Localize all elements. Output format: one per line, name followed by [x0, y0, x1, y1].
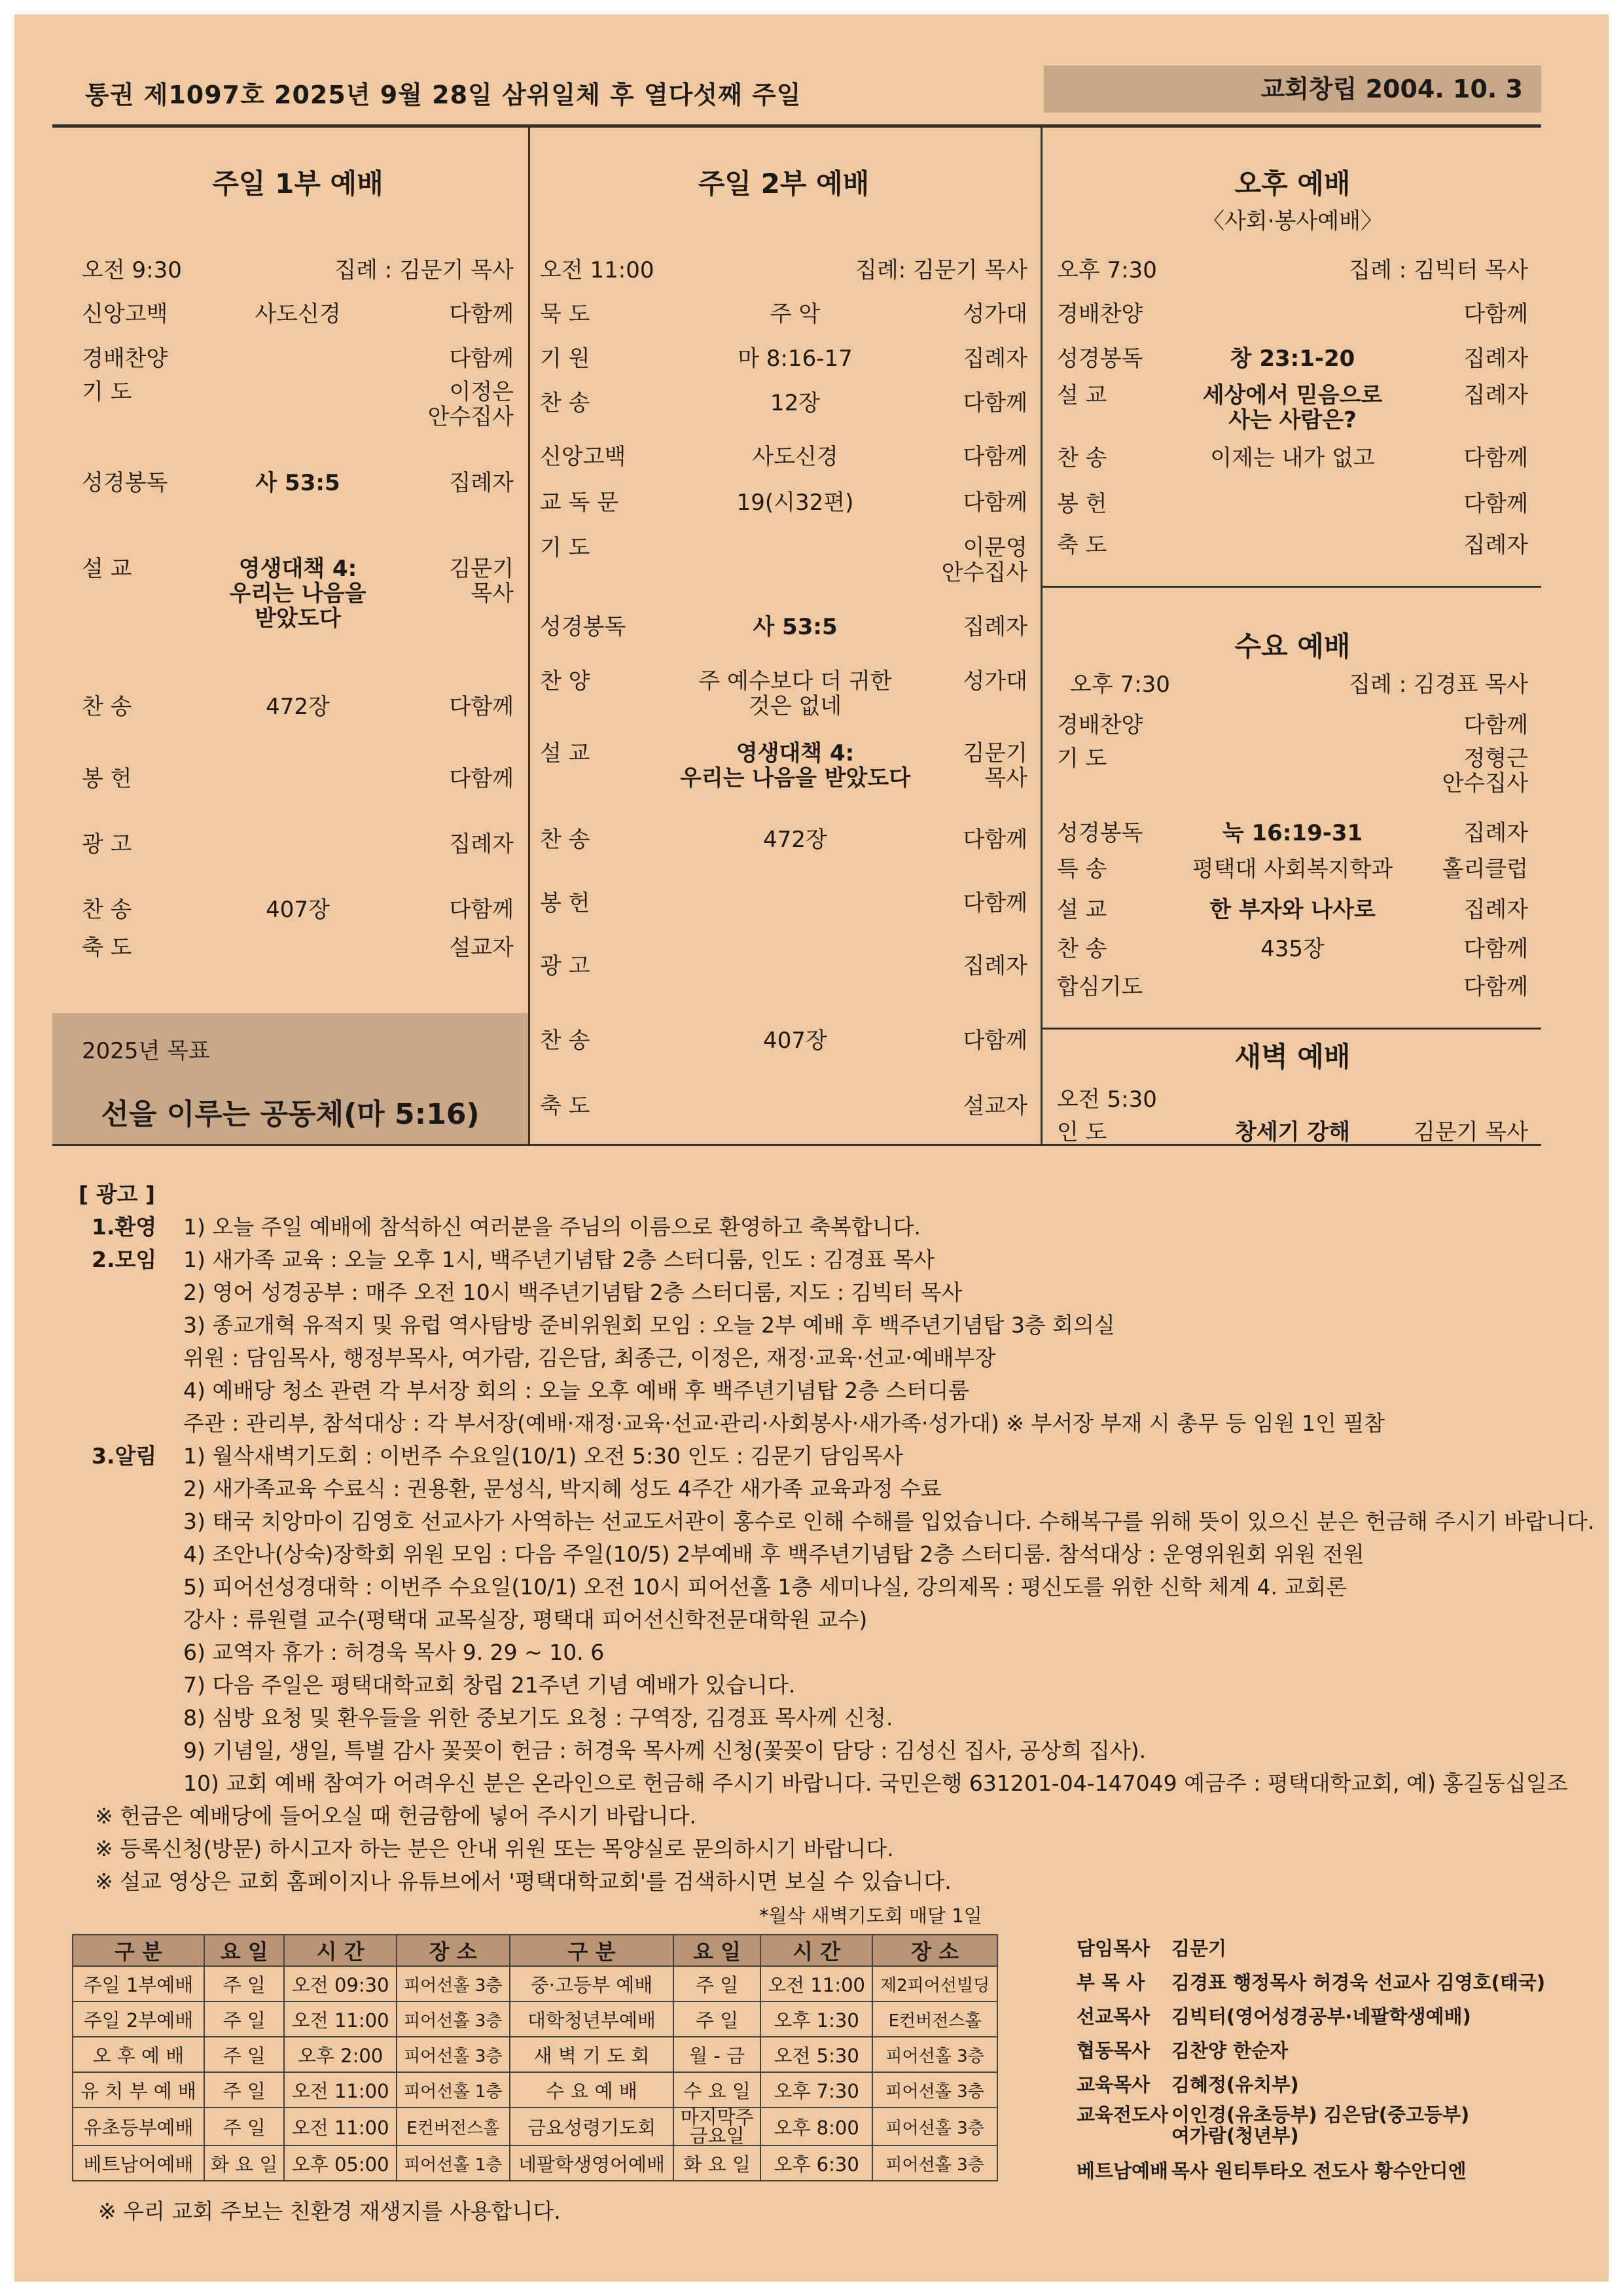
staff-role: 베트남예배	[1077, 2160, 1169, 2182]
monthly-note: *월삭 새벽기도회 매달 1일	[759, 1905, 982, 1927]
program-row	[1057, 969, 1528, 1008]
program-content: 407장	[266, 897, 330, 923]
announcement-line	[79, 1244, 1551, 1276]
schedule-cell: 피어선홀 1층	[397, 2072, 510, 2108]
program-content: 한 부자와 나사로	[1209, 897, 1376, 923]
announcement-text: 4) 조안나(상숙)장학회 위원 모임 : 다음 주일(10/5) 2부예배 후 백주년기념탑 2층 스터디룸. 참석대상 : 운영위원회 위원 전원	[183, 1541, 1364, 1567]
staff-names: 김경표 행정목사 허경욱 선교사 김영호(태국)	[1171, 1971, 1546, 1994]
dawn-title: 새벽 예배	[1234, 1041, 1351, 1073]
schedule-cell: 오전 11:00	[760, 1966, 872, 2001]
schedule-cell: 오후 05:00	[284, 2145, 396, 2181]
schedule-cell: 화 요 일	[673, 2145, 760, 2181]
founding-date: 교회창립 2004. 10. 3	[1044, 65, 1541, 113]
program-row	[82, 556, 514, 632]
program-leader: 성가대	[963, 301, 1027, 327]
announcement-text: 1) 새가족 교육 : 오늘 오후 1시, 백주년기념탑 2층 스터디룸, 인도 : 김경표 목사	[183, 1247, 935, 1272]
program-item: 찬 송	[82, 694, 132, 720]
staff-names: 이인경(유초등부) 김은담(중고등부) 여가람(청년부)	[1171, 2104, 1470, 2147]
recycled-paper-note: ※ 우리 교회 주보는 친환경 재생지를 사용합니다.	[98, 2198, 561, 2224]
program-leader: 집례자	[963, 614, 1027, 640]
service-leader: 집례 : 김문기 목사	[334, 257, 514, 283]
program-item: 찬 송	[1057, 936, 1107, 962]
staff-names: 목사 원티투타오 전도사 황수안디엔	[1171, 2160, 1467, 2182]
schedule-cell: E컨버전스홀	[872, 2001, 997, 2037]
program-leader: 집례자	[1463, 532, 1528, 558]
program-item: 교 독 문	[540, 490, 619, 516]
program-item: 성경봉독	[1057, 346, 1143, 372]
announcement-text: 2) 새가족교육 수료식 : 권용환, 문성식, 박지혜 성도 4주간 새가족 교육과정 수료	[183, 1476, 942, 1501]
program-item: 묵 도	[540, 301, 590, 327]
program-item: 인 도	[1057, 1119, 1107, 1145]
announcement-note: ※ 헌금은 예배당에 들어오실 때 헌금함에 넣어 주시기 바랍니다.	[95, 1803, 697, 1829]
header-rule	[52, 124, 1541, 128]
schedule-cell: 오전 5:30	[760, 2037, 872, 2072]
program-content: 창세기 강해	[1234, 1119, 1351, 1145]
program-row	[540, 885, 1027, 924]
staff-role: 교육목사	[1077, 2073, 1150, 2096]
program-row	[1057, 382, 1528, 433]
schedule-row	[73, 2072, 997, 2108]
program-item: 봉 헌	[1057, 491, 1107, 517]
program-row	[82, 340, 514, 380]
program-item: 찬 양	[540, 668, 590, 694]
schedule-row	[73, 2037, 997, 2072]
program-row	[1057, 851, 1528, 890]
program-item: 기 도	[540, 535, 590, 561]
schedule-cell: 주 일	[204, 2037, 285, 2072]
announcement-text: 주관 : 관리부, 참석대상 : 각 부서장(예배·재정·교육·선교·관리·사회봉사·새가족·성가대) ※ 부서장 부재 시 총무 등 임원 1인 필참	[183, 1410, 1385, 1436]
program-row	[540, 535, 1027, 586]
schedule-cell: 피어선홀 3층	[872, 2145, 997, 2181]
program-row	[82, 891, 514, 931]
staff-row	[1077, 1968, 1548, 2002]
announcement-text: 5) 피어선성경대학 : 이번주 수요일(10/1) 오전 10시 피어선홀 1층 세미나실, 강의제목 : 평신도를 위한 신학 체계 4. 교회론	[183, 1574, 1347, 1600]
program-leader: 다함께	[963, 890, 1027, 916]
announcement-text: 6) 교역자 휴가 : 허경욱 목사 9. 29 ~ 10. 6	[183, 1640, 605, 1665]
program-row	[540, 385, 1027, 424]
announcement-line	[79, 1604, 1551, 1636]
program-row	[1057, 440, 1528, 479]
program-content: 마 8:16-17	[738, 346, 853, 372]
staff-row	[1077, 2002, 1548, 2036]
program-item: 경배찬양	[82, 346, 168, 372]
program-item: 기 도	[82, 379, 132, 405]
program-row	[82, 761, 514, 800]
schedule-header: 요 일	[673, 1935, 760, 1966]
service-time: 오전 9:30	[82, 257, 182, 283]
staff-role: 협동목사	[1077, 2039, 1150, 2062]
program-row	[540, 439, 1027, 478]
program-item: 찬 송	[540, 827, 590, 853]
col-divider-1	[528, 128, 530, 1144]
service-time: 오후 7:30	[1057, 257, 1157, 283]
program-content: 이제는 내가 없고	[1210, 445, 1375, 471]
program-row	[1057, 745, 1528, 797]
announcement-category: 3.알림	[92, 1443, 157, 1469]
program-row	[540, 821, 1027, 861]
announcement-text: 1) 오늘 주일 예배에 참석하신 여러분을 주님의 이름으로 환영하고 축복합니다.	[183, 1214, 921, 1240]
announcement-category: 2.모임	[92, 1247, 157, 1272]
announcement-text: 강사 : 류원렬 교수(평택대 교목실장, 평택대 피어선신학전문대학원 교수)	[183, 1607, 868, 1632]
program-item: 특 송	[1057, 856, 1107, 882]
program-item: 축 도	[540, 1093, 590, 1119]
schedule-cell: 오후 2:00	[284, 2037, 396, 2072]
announcement-line	[79, 1342, 1551, 1374]
program-leader: 김문기 목사	[963, 740, 1027, 791]
program-item: 봉 헌	[540, 890, 590, 916]
program-leader: 다함께	[1463, 301, 1528, 327]
program-row	[82, 929, 514, 969]
announcement-text: 8) 심방 요청 및 환우들을 위한 중보기도 요청 : 구역장, 김경표 목사께 신청.	[183, 1705, 893, 1731]
program-item: 경배찬양	[1057, 712, 1143, 738]
schedule-cell: 오전 09:30	[284, 1966, 396, 2001]
program-item: 경배찬양	[1057, 301, 1143, 327]
schedule-cell: 오 후 예 배	[73, 2037, 204, 2072]
program-row	[540, 609, 1027, 648]
program-leader: 다함께	[963, 827, 1027, 853]
staff-row	[1077, 2070, 1548, 2104]
dawn-time: 오전 5:30	[1057, 1086, 1157, 1113]
program-leader: 다함께	[449, 766, 514, 792]
schedule-cell: 오후 7:30	[760, 2072, 872, 2108]
program-item: 광 고	[540, 953, 590, 979]
announcement-line	[79, 1276, 1551, 1309]
program-row	[1057, 891, 1528, 931]
announcements-heading: [ 광고 ]	[79, 1181, 155, 1207]
schedule-cell: 피어선홀 1층	[397, 2145, 510, 2181]
schedule-cell: 오후 6:30	[760, 2145, 872, 2181]
staff-names: 김빅터(영어성경공부·네팔학생예배)	[1171, 2005, 1471, 2028]
schedule-cell: 피어선홀 3층	[872, 2072, 997, 2108]
schedule-header: 장 소	[872, 1935, 997, 1966]
program-item: 기 도	[1057, 745, 1107, 772]
schedule-cell: 피어선홀 3층	[397, 1966, 510, 2001]
program-content: 영생대책 4: 우리는 나음을 받았도다	[679, 740, 911, 791]
program-row	[82, 465, 514, 504]
schedule-cell: 피어선홀 3층	[872, 2108, 997, 2145]
program-item: 신앙고백	[82, 301, 168, 327]
col3-rule-1	[1042, 586, 1541, 588]
schedule-header: 장 소	[397, 1935, 510, 1966]
schedule-cell: 주 일	[673, 2001, 760, 2037]
program-row	[540, 1088, 1027, 1127]
schedule-header: 요 일	[204, 1935, 285, 1966]
announcement-line	[79, 1767, 1568, 1800]
announcement-line	[79, 1505, 1595, 1538]
program-leader: 다함께	[963, 490, 1027, 516]
program-item: 축 도	[82, 935, 132, 961]
schedule-header: 시 간	[760, 1935, 872, 1966]
program-leader: 다함께	[1463, 936, 1528, 962]
announcement-line	[79, 1211, 1551, 1244]
program-row	[540, 740, 1027, 791]
announcement-text: 1) 월삭새벽기도회 : 이번주 수요일(10/1) 오전 5:30 인도 : 김문기 담임목사	[183, 1443, 904, 1469]
schedule-cell: 중·고등부 예배	[510, 1966, 674, 2001]
announcement-line	[79, 1374, 1551, 1407]
schedule-cell: 오후 8:00	[760, 2108, 872, 2145]
service-title: 주일 2부 예배	[698, 168, 870, 200]
program-leader: 김문기 목사	[1413, 1119, 1528, 1145]
program-row	[540, 668, 1027, 719]
announcement-category: 1.환영	[92, 1214, 157, 1240]
schedule-cell: 금요성령기도회	[510, 2108, 674, 2145]
announcement-line	[79, 1669, 1551, 1702]
schedule-row	[73, 2108, 997, 2145]
announcement-line	[79, 1636, 1551, 1669]
program-leader: 이문영 안수집사	[941, 535, 1027, 586]
announcement-text: 9) 기념일, 생일, 특별 감사 꽃꽂이 헌금 : 허경욱 목사께 신청(꽃꽂이 담당 : 김성신 집사, 공상희 집사).	[183, 1738, 1147, 1763]
staff-role: 선교목사	[1077, 2005, 1150, 2028]
announcement-line	[79, 1702, 1551, 1734]
announcement-line	[79, 1440, 1551, 1473]
program-leader: 다함께	[1463, 712, 1528, 738]
program-item: 성경봉독	[540, 614, 626, 640]
program-leader: 김문기 목사	[449, 556, 514, 607]
announcement-line	[79, 1473, 1551, 1505]
issue-info: 통권 제1097호 2025년 9월 28일 삼위일체 후 열다섯째 주일	[85, 81, 802, 109]
schedule-header: 구 분	[510, 1935, 674, 1966]
schedule-cell: 오전 11:00	[284, 2108, 396, 2145]
program-leader: 집례자	[1463, 346, 1528, 372]
program-leader: 다함께	[963, 390, 1027, 416]
staff-role: 담임목사	[1077, 1937, 1150, 1960]
announcement-text: 10) 교회 예배 참여가 어려우신 분은 온라인으로 헌금해 주시기 바랍니다. 국민은행 631201-04-147049 예금주 : 평택대학교회, 예) 홍길동십일조	[183, 1770, 1568, 1796]
program-row	[540, 1022, 1027, 1062]
schedule-cell: 네팔학생영어예배	[510, 2145, 674, 2181]
program-leader: 집례자	[1463, 897, 1528, 923]
program-item: 찬 송	[540, 1028, 590, 1054]
program-item: 성경봉독	[1057, 820, 1143, 846]
program-row	[1057, 815, 1528, 854]
program-item: 신앙고백	[540, 444, 626, 470]
program-leader: 다함께	[963, 1028, 1027, 1054]
schedule-cell: 새 벽 기 도 회	[510, 2037, 674, 2072]
program-row	[540, 948, 1027, 987]
program-leader: 집례자	[1463, 820, 1528, 846]
program-leader: 설교자	[963, 1093, 1027, 1119]
schedule-cell: 피어선홀 3층	[397, 2037, 510, 2072]
schedule-cell: 유 치 부 예 배	[73, 2072, 204, 2108]
col3-rule-2	[1042, 1028, 1541, 1030]
schedule-header: 구 분	[73, 1935, 204, 1966]
bulletin-header	[52, 65, 1541, 113]
announcement-text: 4) 예배당 청소 관련 각 부서장 회의 : 오늘 오후 예배 후 백주년기념탑 2층 스터디룸	[183, 1378, 970, 1403]
program-row	[82, 379, 514, 430]
program-content: 영생대책 4: 우리는 나음을 받았도다	[229, 556, 366, 632]
schedule-cell: 주 일	[673, 1966, 760, 2001]
program-item: 찬 송	[1057, 445, 1107, 471]
schedule-cell: 오전 11:00	[284, 2001, 396, 2037]
program-content: 사도신경	[255, 301, 341, 327]
program-leader: 다함께	[449, 694, 514, 720]
program-content: 세상에서 믿음으로 사는 사람은?	[1202, 382, 1383, 433]
schedule-table	[72, 1934, 998, 2181]
schedule-header: 시 간	[284, 1935, 396, 1966]
program-item: 기 원	[540, 346, 590, 372]
schedule-cell: 수 요 일	[673, 2072, 760, 2108]
schedule-cell: 주 일	[204, 2072, 285, 2108]
program-content: 19(시32편)	[736, 490, 854, 516]
program-item: 설 교	[82, 556, 132, 582]
program-leader: 다함께	[1463, 445, 1528, 471]
service-subtitle: 〈사회·봉사예배〉	[1202, 208, 1383, 234]
wednesday-time: 오후 7:30	[1070, 672, 1170, 698]
schedule-cell: 베트남어예배	[73, 2145, 204, 2181]
program-item: 설 교	[1057, 382, 1107, 408]
schedule-cell: 주 일	[204, 2001, 285, 2037]
service-title: 주일 1부 예배	[212, 168, 383, 200]
program-row	[82, 826, 514, 865]
staff-row	[1077, 2157, 1548, 2191]
service-time: 오전 11:00	[540, 257, 654, 283]
program-item: 찬 송	[540, 390, 590, 416]
announcement-text: 3) 종교개혁 유적지 및 유럽 역사탐방 준비위원회 모임 : 오늘 2부 예배 후 백주년기념탑 3층 회의실	[183, 1312, 1115, 1338]
announcement-line	[79, 1407, 1551, 1440]
program-leader: 다함께	[963, 444, 1027, 470]
program-content: 주 악	[770, 301, 821, 327]
program-row	[1057, 707, 1528, 746]
service-leader: 집례 : 김빅터 목사	[1349, 257, 1528, 283]
program-row	[540, 484, 1027, 524]
schedule-cell: 제2피어선빌딩	[872, 1966, 997, 2001]
program-leader: 다함께	[449, 897, 514, 923]
announcement-note: ※ 등록신청(방문) 하시고자 하는 분은 안내 위원 또는 목양실로 문의하시기 바랍니다.	[95, 1836, 894, 1861]
goal-text: 선을 이루는 공동체(마 5:16)	[101, 1098, 480, 1131]
program-row	[1057, 527, 1528, 566]
schedule-row	[73, 2001, 997, 2037]
program-row	[540, 296, 1027, 335]
schedule-cell: 월 - 금	[673, 2037, 760, 2072]
program-leader: 다함께	[449, 346, 514, 372]
staff-names: 김문기	[1171, 1937, 1227, 1960]
schedule-cell: 마지막주 금요일	[673, 2108, 760, 2145]
program-leader: 다함께	[1463, 974, 1528, 1000]
announcement-text: 2) 영어 성경공부 : 매주 오전 10시 백주년기념탑 2층 스터디룸, 지도 : 김빅터 목사	[183, 1280, 963, 1305]
program-item: 합심기도	[1057, 974, 1143, 1000]
program-content: 창 23:1-20	[1230, 346, 1355, 372]
program-item: 봉 헌	[82, 766, 132, 792]
program-item: 성경봉독	[82, 470, 168, 496]
schedule-cell: 피어선홀 3층	[397, 2001, 510, 2037]
schedule-cell: 대학청년부예배	[510, 2001, 674, 2037]
wednesday-title: 수요 예배	[1234, 630, 1351, 662]
goal-label: 2025년 목표	[82, 1038, 210, 1064]
announcements	[79, 1178, 1595, 1898]
program-leader: 집례자	[449, 470, 514, 496]
program-leader: 집례자	[449, 831, 514, 857]
program-leader: 이정은 안수집사	[427, 379, 514, 430]
schedule-cell: 주 일	[204, 2108, 285, 2145]
program-leader: 정형근 안수집사	[1442, 745, 1528, 797]
goal-box	[52, 1013, 528, 1144]
program-row	[1057, 1114, 1528, 1153]
program-content: 472장	[266, 694, 330, 720]
program-content: 435장	[1260, 936, 1325, 962]
program-leader: 집례자	[1463, 382, 1528, 408]
announcement-line	[79, 1734, 1551, 1767]
staff-row	[1077, 1934, 1548, 1968]
program-leader: 다함께	[1463, 491, 1528, 517]
program-row	[1057, 931, 1528, 970]
announcement-note: ※ 설교 영상은 교회 홈페이지나 유튜브에서 '평택대학교회'를 검색하시면 보실 수 있습니다.	[95, 1869, 952, 1894]
wednesday-leader: 집례 : 김경표 목사	[1349, 672, 1528, 698]
program-item: 광 고	[82, 831, 132, 857]
announcement-text: 3) 태국 치앙마이 김영호 선교사가 사역하는 선교도서관이 홍수로 인해 수해를 입었습니다. 수해복구를 위해 뜻이 있으신 분은 헌금해 주시기 바랍니다.	[183, 1509, 1595, 1534]
program-content: 사 53:5	[753, 614, 838, 640]
staff-names: 김찬양 한순자	[1171, 2039, 1289, 2062]
schedule-cell: 화 요 일	[204, 2145, 285, 2181]
schedule-cell: 주 일	[204, 1966, 285, 2001]
schedule-cell: 유초등부예배	[73, 2108, 204, 2145]
program-row	[82, 296, 514, 335]
program-leader: 집례자	[963, 953, 1027, 979]
schedule-row	[73, 1966, 997, 2001]
program-item: 찬 송	[82, 897, 132, 923]
announcement-line	[79, 1309, 1551, 1342]
program-row	[1057, 296, 1528, 335]
program-leader: 성가대	[963, 668, 1027, 694]
program-content: 407장	[763, 1028, 827, 1054]
staff-role: 교육전도사	[1077, 2104, 1169, 2126]
program-row	[1057, 486, 1528, 525]
program-leader: 설교자	[449, 935, 514, 961]
staff-names: 김혜정(유치부)	[1171, 2073, 1299, 2096]
announcement-text: 위원 : 담임목사, 행정부목사, 여가람, 김은담, 최종근, 이정은, 재정·교육·선교·예배부장	[183, 1345, 996, 1371]
service-title: 오후 예배	[1234, 168, 1351, 200]
program-item: 축 도	[1057, 532, 1107, 558]
program-leader: 집례자	[963, 346, 1027, 372]
program-content: 주 예수보다 더 귀한 것은 없네	[698, 668, 892, 719]
col-divider-2	[1041, 128, 1043, 1144]
program-content: 사 53:5	[255, 470, 340, 496]
staff-role: 부 목 사	[1077, 1971, 1145, 1994]
staff-row	[1077, 2104, 1548, 2147]
schedule-cell: 주일 1부예배	[73, 1966, 204, 2001]
schedule-cell: 피어선홀 3층	[872, 2037, 997, 2072]
program-content: 사도신경	[752, 444, 838, 470]
service-leader: 집례: 김문기 목사	[855, 257, 1027, 283]
announcement-line	[79, 1571, 1551, 1604]
schedule-cell: E컨버전스홀	[397, 2108, 510, 2145]
schedule-cell: 오후 1:30	[760, 2001, 872, 2037]
program-content: 472장	[763, 827, 827, 853]
program-row	[1057, 340, 1528, 380]
program-row	[82, 689, 514, 728]
program-item: 설 교	[1057, 897, 1107, 923]
program-content: 눅 16:19-31	[1222, 820, 1363, 846]
program-row	[540, 340, 1027, 380]
schedule-cell: 수 요 예 배	[510, 2072, 674, 2108]
program-leader: 다함께	[449, 301, 514, 327]
announcement-line	[79, 1538, 1551, 1571]
program-content: 12장	[770, 390, 821, 416]
program-leader: 홀리클럽	[1442, 856, 1528, 882]
program-content: 평택대 사회복지학과	[1192, 856, 1393, 882]
schedule-cell: 오전 11:00	[284, 2072, 396, 2108]
schedule-row	[73, 2145, 997, 2181]
staff-row	[1077, 2036, 1548, 2070]
schedule-cell: 주일 2부예배	[73, 2001, 204, 2037]
announcement-text: 7) 다음 주일은 평택대학교회 창립 21주년 기념 예배가 있습니다.	[183, 1672, 796, 1698]
program-item: 설 교	[540, 740, 590, 766]
